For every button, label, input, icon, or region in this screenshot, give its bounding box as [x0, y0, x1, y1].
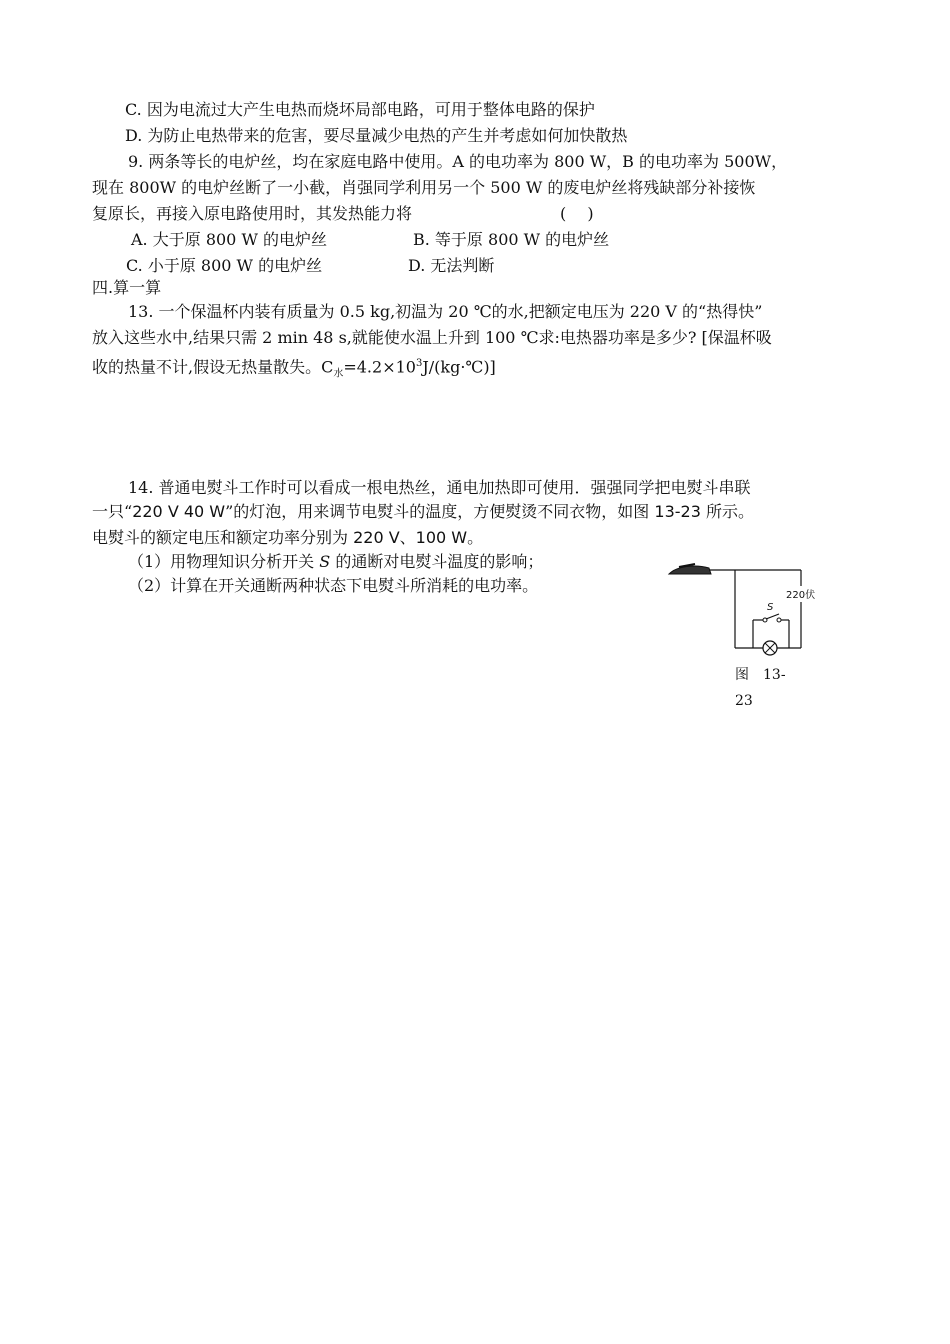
switch-contact-right: [777, 618, 781, 622]
q14-line1: 14. 普通电熨斗工作时可以看成一根电热丝，通电加热即可使用．强强同学把电熨斗串联: [128, 478, 751, 497]
q14-sub1-a: （1）用物理知识分析开关: [128, 552, 320, 571]
q14-line3: [92, 528, 483, 548]
electric-iron-icon: [669, 566, 711, 574]
q14-line2-c: ”的灯泡，用来调节电熨斗的温度，方便熨烫不同衣物，如图: [225, 502, 655, 521]
q14-lamp-rating: 220 V 40 W: [132, 502, 226, 521]
q14-iron-rating: 220 V、100 W: [353, 528, 468, 547]
figure-caption-line1: 图 13-: [735, 667, 786, 683]
q13-subscript-water: 水: [333, 368, 344, 380]
q13-line3: [92, 354, 496, 385]
q14-line3-c: 。: [467, 528, 484, 547]
q13-line3-text-c: J/(kg·℃)]: [422, 357, 496, 377]
option-d-prev: D. 为防止电热带来的危害，要尽量减少电热的产生并考虑如何加快散热: [125, 126, 628, 145]
q14-sub1: [128, 552, 543, 572]
q14-figure-ref: 13-23: [654, 502, 701, 521]
q14-line2-e: 所示。: [700, 502, 754, 521]
q9-answer-bracket: ( ): [560, 204, 594, 223]
q9-line3: 复原长，再接入原电路使用时，其发热能力将: [92, 204, 413, 223]
circuit-diagram: [665, 562, 825, 657]
q14-line2: [92, 502, 754, 522]
q13-line1: 13. 一个保温杯内装有质量为 0.5 kg,初温为 20 ℃的水,把额定电压为 220 V 的“热得快”: [128, 302, 763, 321]
q14-switch-symbol: S: [319, 552, 331, 571]
q9-option-d: D. 无法判断: [408, 256, 495, 275]
q9-option-c: C. 小于原 800 W 的电炉丝: [126, 256, 323, 275]
q13-line3-text-b: =4.2×10: [343, 357, 416, 377]
section-heading: 四.算一算: [92, 278, 162, 297]
q9-line2: 现在 800W 的电炉丝断了一小截，肖强同学利用另一个 500 W 的废电炉丝将残缺部分补接恢: [92, 178, 756, 197]
q14-sub1-b: 的通断对电熨斗温度的影响；: [330, 552, 544, 571]
q14-line3-a: 电熨斗的额定电压和额定功率分别为: [92, 528, 354, 547]
q9-line1: 9. 两条等长的电炉丝，均在家庭电路中使用。A 的电功率为 800 W，B 的电功率为 500W，: [128, 152, 788, 171]
q9-option-b: B. 等于原 800 W 的电炉丝: [413, 230, 610, 249]
voltage-label: 220伏: [786, 590, 816, 601]
option-c-prev: C. 因为电流过大产生电热而烧坏局部电路，可用于整体电路的保护: [125, 100, 595, 119]
q13-line2: 放入这些水中,结果只需 2 min 48 s,就能使水温上升到 100 ℃求:电热器功率是多少? [保温杯吸: [92, 328, 772, 347]
q13-superscript: 3: [415, 358, 423, 369]
switch-label: S: [767, 602, 774, 613]
switch-blade: [766, 614, 779, 619]
q13-line3-text-a: 收的热量不计,假设无热量散失。C: [92, 357, 334, 377]
q14-line2-a: 一只“: [92, 502, 133, 521]
figure-caption-line2: 23: [735, 693, 753, 709]
q9-option-a: A. 大于原 800 W 的电炉丝: [131, 230, 327, 249]
q14-sub2: （2）计算在开关通断两种状态下电熨斗所消耗的电功率。: [128, 576, 539, 595]
